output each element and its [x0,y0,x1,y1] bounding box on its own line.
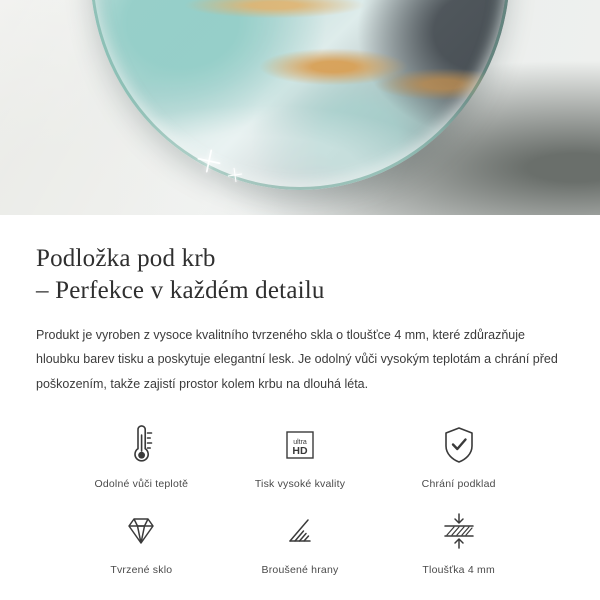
page-title [36,243,564,307]
feature-label: Broušené hrany [261,564,339,577]
feature-label: Tvrzené sklo [110,564,173,577]
glass-mat-disc [90,0,510,190]
description-paragraph: Produkt je vyroben z vysoce kvalitního tvrzeného skla o tloušťce 4 mm, které zdůrazňuje hloubku barev tisku a poskytuje elegantní lesk. Je odolný vůči vysokým teplotám a chrání před poškozením, takže zajistí prostor kolem krbu na dlouhá léta. [36,328,558,391]
feature-label: Tisk vysoké kvality [254,478,346,491]
marble-pattern [90,0,510,190]
feature-print-quality [221,422,380,490]
thermometer-icon [121,422,161,468]
headline-line-2: – Perfekce v každém detailu [36,277,325,304]
shield-check-icon [438,422,480,468]
feature-surface-protection [379,422,538,490]
polished-edges-icon [277,508,323,554]
feature-polished-edges [221,508,380,576]
diamond-icon [118,508,164,554]
hero-image [0,0,600,215]
thickness-arrows-icon [435,508,483,554]
feature-thickness [379,508,538,576]
feature-label: Chrání podklad [421,478,496,491]
feature-grid [36,422,564,576]
headline-line-1: Podložka pod krb [36,245,216,272]
svg-text:HD: HD [292,445,308,458]
feature-tempered-glass [62,508,221,576]
ultra-hd-icon [278,422,322,468]
content-area [0,215,600,576]
feature-heat-resistance [62,422,221,490]
feature-label: Tloušťka 4 mm [422,564,495,577]
feature-label: Odolné vůči teplotě [94,478,189,491]
svg-text:ultra: ultra [293,439,307,447]
